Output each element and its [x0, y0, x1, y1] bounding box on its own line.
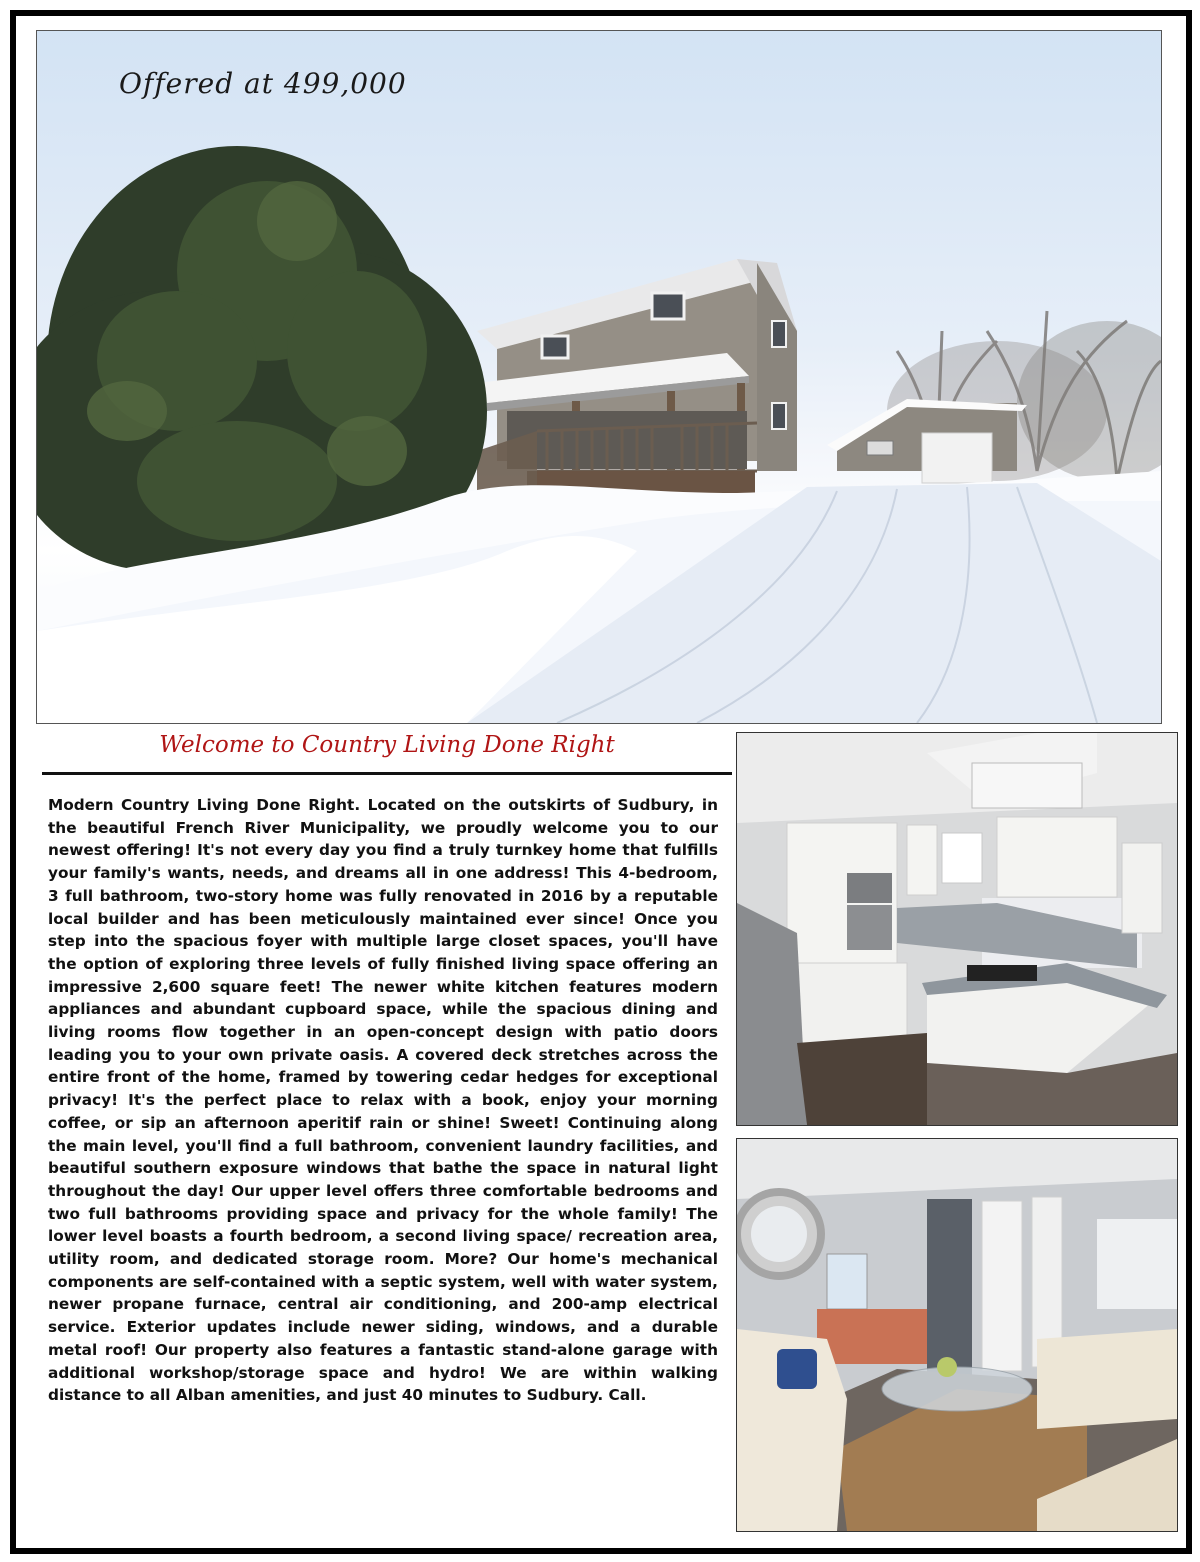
house-photo	[36, 30, 1162, 724]
headline: Welcome to Country Living Done Right	[159, 732, 615, 758]
price-label: Offered at 499,000	[119, 67, 407, 100]
divider	[42, 772, 732, 775]
page-frame	[10, 10, 1192, 1554]
listing-description: Modern Country Living Done Right. Located on the outskirts of Sudbury, in the beautiful French River Municipality, we proudly welcome you to our newest offering! It's not every day you find a truly turnkey home that fulfills your family's wants, needs, and dreams all in one address! This 4-bedroom, 3 full bathroom, two-story home was fully renovated in 2016 by a reputable local builder and has been meticulously maintained ever since! Once you step into the spacious foyer with multiple large closet spaces, you'll have the option of exploring three levels of fully finished living space offering an impressive 2,600 square feet! The newer white kitchen features modern appliances and abundant cupboard space, while the spacious dining and living rooms flow together in an open-concept design with patio doors leading you to your own private oasis. A covered deck stretches across the entire front of the home, framed by towering cedar hedges for exceptional privacy! It's the perfect place to relax with a book, enjoy your morning coffee, or sip an afternoon aperitif rain or shine! Sweet! Continuing along the main level, you'll find a full bathroom, convenient laundry facilities, and beautiful southern exposure windows that bathe the space in natural light throughout the day! Our upper level offers three comfortable bedrooms and two full bathrooms providing space and privacy for the whole family! The lower level boasts a fourth bedroom, a second living space/ recreation area, utility room, and dedicated storage room. More? Our home's mechanical components are self-contained with a septic system, well with water system, newer propane furnace, central air conditioning, and 200-amp electrical service. Exterior updates include newer siding, windows, and a durable metal roof! Our property also features a fantastic stand-alone garage with additional workshop/storage space and hydro! We are within walking distance to all Alban amenities, and just 40 minutes to Sudbury. Call.	[48, 796, 718, 1405]
kitchen-photo	[736, 732, 1178, 1126]
living-room-photo	[736, 1138, 1178, 1532]
